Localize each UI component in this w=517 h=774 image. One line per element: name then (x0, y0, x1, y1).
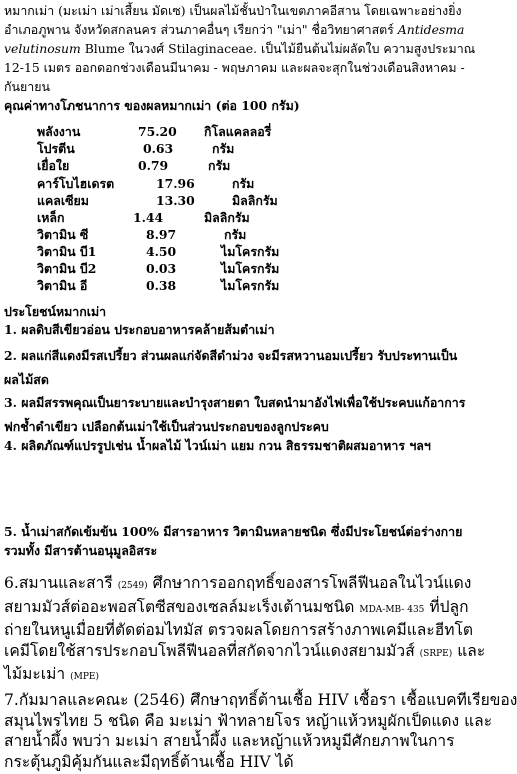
intro-line: หมากเม่า (มะเม่า เม่าเสี้ยน มัดเซ) เป็นผลไม้ชั้นป่าในเขตภาคอีสาน โดยเฉพาะอย่างยิ่ง (4, 3, 462, 18)
nutrient-value: 0.38 (146, 278, 177, 293)
nutrient-unit: ไมโครกรัม (221, 261, 280, 276)
abbreviation-srpe: (SRPE) (419, 648, 453, 659)
nutrition-row (0, 209, 480, 226)
research-text: 6.สมานและสารี (4, 574, 118, 592)
benefit-line: 4. ผลิตภัณฑ์แปรรูปเช่น น้ำผลไม้ ไวน์เม่า แยม กวน สิธรรมชาติผสมอาหาร ฯลฯ (4, 438, 431, 453)
benefit-item-3 (4, 391, 478, 439)
benefit-item-1 (4, 318, 478, 342)
nutrient-value: 4.50 (146, 244, 177, 259)
abbreviation-mpe: (MPE) (70, 672, 99, 682)
intro-line: 12-15 เมตร ออกดอกช่วงเดือนมีนาคม - พฤษภาคม และผลจะสุกในช่วงเดือนสิงหาคม - (4, 60, 465, 75)
nutrition-row (0, 243, 480, 260)
intro-line (4, 39, 478, 58)
research-line: สมุนไพรไทย 5 ชนิด คือ มะเม่า ฟ้าทลายโจร หญ้าแห้วหมูผักเป็ดแดง และ (4, 711, 493, 730)
nutrient-value: 0.79 (138, 158, 169, 173)
research-text: ที่ปลูก (424, 597, 469, 616)
benefit-line: ฟกช้ำดำเขียว เปลือกต้นเม่าใช้เป็นส่วนประกอบของลูกประคบ (4, 419, 329, 434)
nutrition-row (0, 175, 480, 192)
nutrition-row (0, 277, 480, 294)
research-item-6 (4, 573, 486, 688)
nutrient-name: เหล็ก (37, 210, 65, 225)
nutrient-name: วิตามิน บี1 (37, 244, 97, 259)
scientific-name-species: velutinosum (4, 41, 81, 56)
benefits-title: ประโยชน์หมากเม่า (4, 304, 107, 319)
benefit-line: รวมทั้ง มีสารต้านอนุมูลอิสระ (4, 543, 158, 558)
benefit-line: 2. ผลแก่สีแดงมีรสเปรี้ยว ส่วนผลแก่จัดสีดำม่วง จะมีรสหวานอมเปรี้ยว รับประทานเป็น (4, 348, 458, 363)
nutrient-value: 17.96 (156, 176, 195, 191)
intro-line (4, 20, 478, 39)
nutrient-name: วิตามิน อี (37, 278, 88, 293)
nutrient-value: 1.44 (133, 210, 164, 225)
research-line (4, 641, 486, 665)
nutrition-row (0, 140, 480, 157)
nutrient-name: คาร์โบไฮเดรต (37, 176, 115, 191)
nutrient-unit: มิลลิกรัม (204, 210, 250, 225)
nutrient-value: 8.97 (146, 227, 177, 242)
nutrient-value: 13.30 (156, 193, 195, 208)
nutrient-name: วิตามิน ซี (37, 227, 89, 242)
nutrition-row (0, 157, 480, 174)
research-text: และ (452, 641, 486, 660)
benefit-line: ผลไม้สด (4, 372, 49, 387)
nutrition-row (0, 260, 480, 277)
nutrition-row (0, 226, 480, 243)
cell-line-name: MDA-MB- 435 (359, 604, 425, 615)
research-line: 7.กัมมาลและคณะ (2546) ศึกษาฤทธิ์ต้านเชื้อ HIV เชื้อรา เชื้อแบคทีเรียของ (4, 691, 517, 709)
nutrient-unit: กรัม (212, 141, 235, 156)
benefit-line: 3. ผลมีสรรพคุณเป็นยาระบายและบำรุงสายตา ใบสดนำมาอังไฟเพื่อใช้ประคบแก้อาการ (4, 395, 466, 410)
nutrition-title: คุณค่าทางโภชนาการ ของผลหมากเม่า (ต่อ 100 กรัม) (4, 98, 300, 113)
nutrient-name: โปรตีน (37, 141, 75, 156)
nutrient-unit: กรัม (232, 176, 255, 191)
benefit-item-4 (4, 434, 478, 458)
research-line: สายน้ำผึ้ง พบว่า มะเม่า สายน้ำผึ้ง และหญ้าแห้วหมูมีศักยภาพในการ (4, 732, 455, 750)
nutrient-unit: กรัม (224, 227, 247, 242)
research-text: ศึกษาการออกฤทธิ์ของสารโพลีฟีนอลในไวน์แดง (147, 574, 472, 592)
benefit-line: 1. ผลดิบสีเขียวอ่อน ประกอบอาหารคล้ายส้มตำเม่า (4, 322, 275, 337)
intro-text: Blume ในวงศ์ Stilaginaceae. เป็นไม้ยืนต้นไม่ผลัดใบ ความสูงประมาณ (80, 41, 476, 56)
research-line (4, 573, 478, 597)
nutrition-row (0, 192, 480, 209)
research-line: ถ่ายในหนูเมื่อยที่ตัดต่อมไทมัส ตรวจผลโดยการสร้างภาพเคมีและฮีทโต (4, 621, 474, 639)
benefit-item-2 (4, 344, 478, 392)
research-text: สยามมัวส์ต่ออะพอสโตซีสของเซลล์มะเร็งเต้านมชนิด (4, 597, 360, 616)
nutrition-row (0, 123, 480, 140)
research-line (4, 664, 478, 688)
research-line: กระตุ้นภูมิคุ้มกันและมีฤทธิ์ต้านเชื้อ HIV ได้ (4, 752, 294, 771)
research-text: เคมีโดยใช้สารประกอบโพลีฟีนอลที่สกัดจากไวน์แดงสยามมัวส์ (4, 641, 420, 660)
nutrient-unit: มิลลิกรัม (232, 193, 278, 208)
scientific-name-genus: Antidesma (397, 22, 465, 37)
nutrient-name: แคลเซียม (37, 193, 89, 208)
nutrient-value: 0.63 (143, 141, 174, 156)
benefit-line: 5. น้ำเม่าสกัดเข้มข้น 100% มีสารอาหาร วิตามินหลายชนิด ซึ่งมีประโยชน์ต่อร่างกาย (4, 524, 463, 539)
research-text: ไม้มะเม่า (4, 665, 71, 683)
research-item-7 (4, 690, 517, 772)
nutrient-value: 0.03 (146, 261, 177, 276)
nutrient-name: พลังงาน (37, 124, 81, 139)
intro-paragraph (4, 1, 478, 96)
nutrient-name: เยื่อใย (37, 158, 70, 173)
intro-line: กันยายน (4, 79, 50, 94)
intro-text: อำเภอภูพาน จังหวัดสกลนคร ส่วนภาคอื่นๆ เรียกว่า "เม่า" ชื่อวิทยาศาสตร์ (4, 22, 398, 37)
nutrient-unit: ไมโครกรัม (221, 244, 280, 259)
nutrient-unit: กิโลแคลลอรี่ (204, 124, 272, 139)
benefit-item-5 (4, 522, 478, 560)
research-year: (2549) (117, 581, 148, 591)
nutrient-value: 75.20 (138, 124, 177, 139)
nutrient-name: วิตามิน บี2 (37, 261, 97, 276)
nutrient-unit: กรัม (208, 158, 231, 173)
nutrient-unit: ไมโครกรัม (221, 278, 280, 293)
research-line (4, 597, 478, 621)
